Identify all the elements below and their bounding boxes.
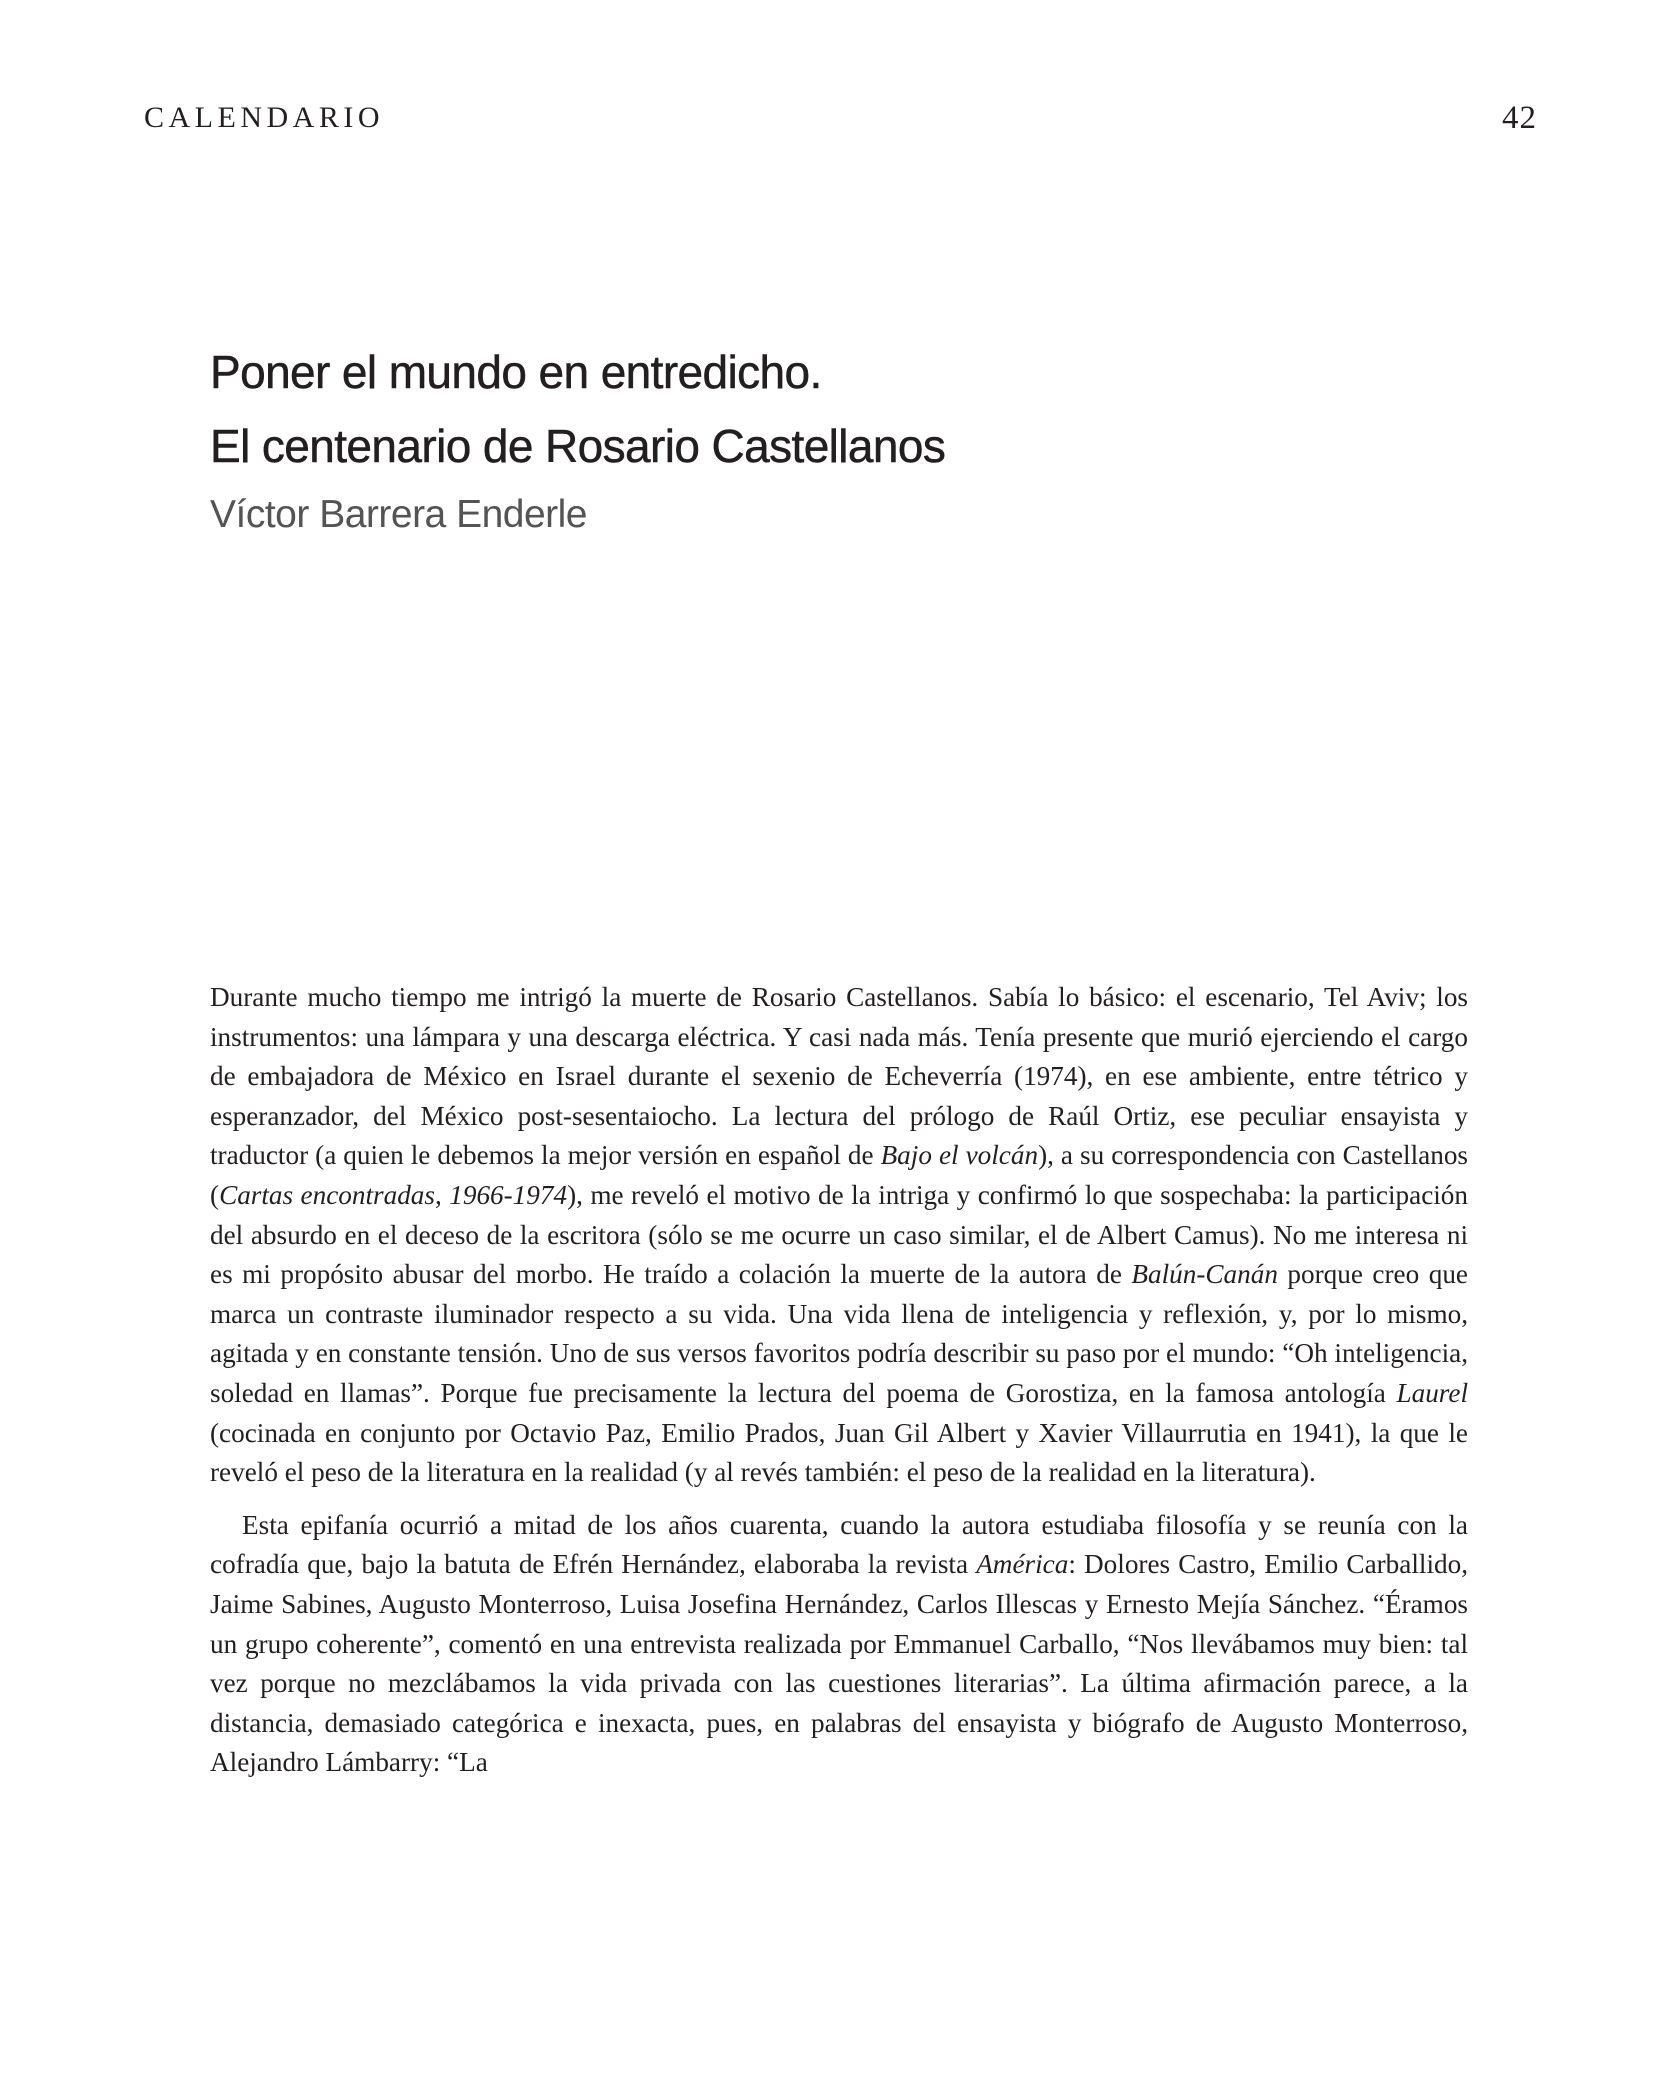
text-run: : Dolores Castro, Emilio Carballido, Jaime Sabines, Augusto Monterroso, Luisa Josefina Hernández, Carlos Illescas y Ernesto Mejía Sánchez. “Éramos un grupo coherente”, comentó en una entrevista realizada por Emmanuel Carballo, “Nos llevábamos muy bien: tal vez porque no mezclábamos la vida privada con las cuestiones literarias”. La última afirmación parece, a la distancia, demasiado categórica e inexacta, pues, en palabras del ensayista y biógrafo de Augusto Monterroso, Alejandro Lámbarry: “La bbox=[210, 1549, 1468, 1778]
book-title-laurel: Laurel bbox=[1396, 1377, 1468, 1408]
text-run: Durante mucho tiempo me intrigó la muerte de Rosario Castellanos. Sabía lo básico: el escenario, Tel Aviv; los instrumentos: una lámpara y una descarga eléctrica. Y casi nada más. Tenía presente que murió ejerciendo el cargo de embajadora de México en Israel durante el sexenio de Echeverría (1974), en ese ambiente, entre tétrico y esperanzador, del México post-sesentaiocho. La lectura del prólogo de Raúl Ortiz, ese peculiar ensayista y traductor (a quien le debemos la mejor versión en español de bbox=[210, 982, 1468, 1171]
article-author: Víctor Barrera Enderle bbox=[210, 493, 588, 536]
text-run: Esta epifanía ocurrió a mitad de los años cuarenta, cuando la autora estudiaba filosofía y se reunía con la cofradía que, bajo la batuta de Efrén Hernández, elaboraba la revista bbox=[210, 1509, 1468, 1580]
book-title-bajo-el-volcan: Bajo el volcán bbox=[880, 1140, 1039, 1171]
magazine-title-america: América bbox=[976, 1549, 1069, 1580]
text-run: , bbox=[434, 1179, 450, 1210]
running-title: CALENDARIO bbox=[144, 101, 384, 134]
book-title-cartas-encontradas: Cartas encontradas bbox=[219, 1179, 435, 1210]
article-title-line-2: El centenario de Rosario Castellanos bbox=[210, 420, 946, 472]
book-years: 1966-1974 bbox=[449, 1179, 568, 1210]
article-heading bbox=[210, 335, 1490, 543]
book-title-balun-canan: Balún-Canán bbox=[1131, 1259, 1278, 1290]
running-header bbox=[144, 98, 1537, 138]
body-paragraph-1 bbox=[210, 978, 1468, 1493]
text-run: ), a su correspondencia con Castellanos ( bbox=[210, 1140, 1468, 1210]
article-body bbox=[210, 978, 1468, 1783]
text-run: (cocinada en conjunto por Octavio Paz, Emilio Prados, Juan Gil Albert y Xavier Villaurrutia en 1941), la que le reveló el peso de la literatura en la realidad (y al revés también: el peso de la realidad en la literatura). bbox=[210, 1417, 1468, 1488]
text-run: porque creo que marca un contraste iluminador respecto a su vida. Una vida llena de inteligencia y reflexión, y, por lo mismo, agitada y en constante tensión. Uno de sus versos favoritos podría describir su paso por el mundo: “Oh inteligencia, soledad en llamas”. Porque fue precisamente la lectura del poema de Gorostiza, en la famosa antología bbox=[210, 1259, 1468, 1408]
text-run: ), me reveló el motivo de la intriga y confirmó lo que sospechaba: la participación del absurdo en el deceso de la escritora (sólo se me ocurre un caso similar, el de Albert Camus). No me interesa ni es mi propósito abusar del morbo. He traído a colación la muerte de la autora de bbox=[210, 1179, 1468, 1290]
page-number: 42 bbox=[1502, 100, 1537, 136]
body-paragraph-2 bbox=[210, 1506, 1468, 1783]
article-title-line-1: Poner el mundo en entredicho. bbox=[210, 346, 822, 398]
